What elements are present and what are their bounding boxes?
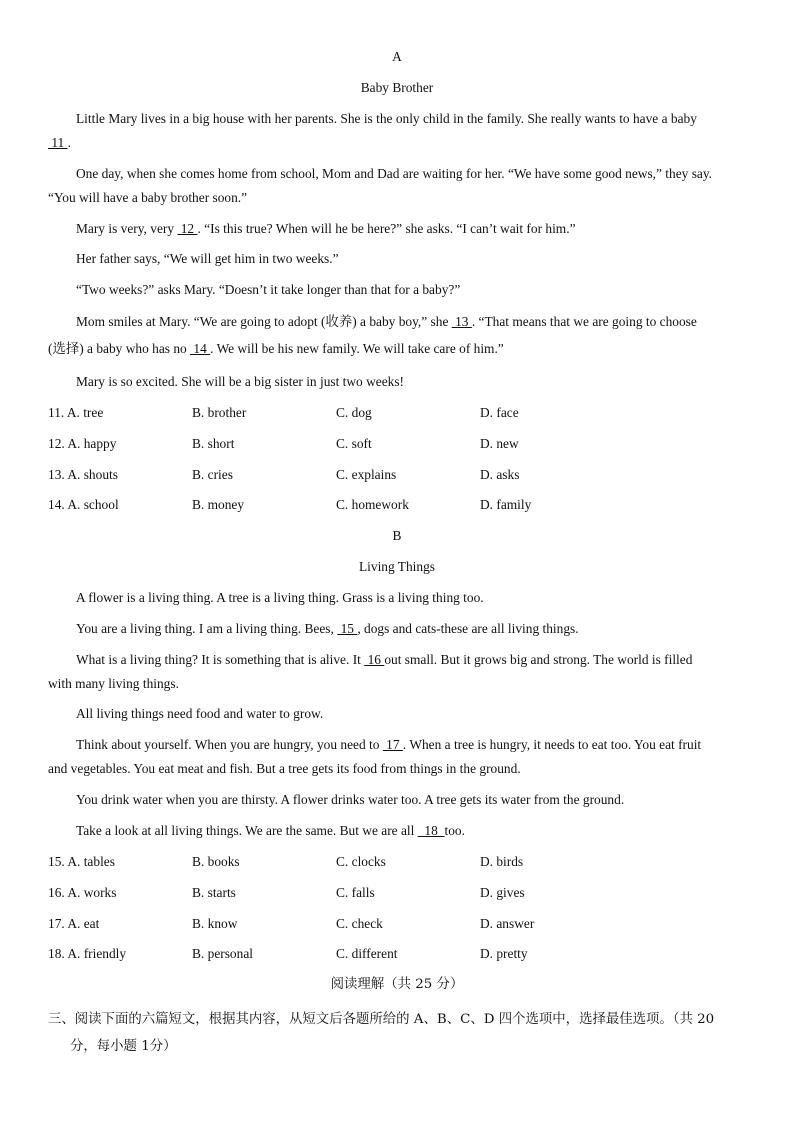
- question-18-option-c[interactable]: C. different: [336, 946, 398, 961]
- question-13-option-d[interactable]: D. asks: [480, 467, 520, 482]
- reading-section-heading: 阅读理解（共 25 分）: [330, 977, 464, 992]
- question-16-option-d[interactable]: D. gives: [480, 885, 525, 900]
- blank-16[interactable]: 16: [364, 652, 385, 667]
- passage-b-line: with many living things.: [48, 676, 179, 691]
- passage-a-line: (选择) a baby who has no 14 . We will be his new family. We will take care of him.”: [48, 341, 504, 356]
- question-18-option-b[interactable]: B. personal: [192, 946, 253, 961]
- question-11-option-b[interactable]: B. brother: [192, 405, 247, 420]
- question-15-option-c[interactable]: C. clocks: [336, 854, 386, 869]
- question-11-option-c[interactable]: C. dog: [336, 405, 372, 420]
- question-14-option-b[interactable]: B. money: [192, 497, 245, 512]
- section-a-title: Baby Brother: [360, 80, 434, 95]
- question-14-option-c[interactable]: C. homework: [336, 497, 409, 512]
- question-17-option-c[interactable]: C. check: [336, 916, 383, 931]
- question-15-option-b[interactable]: B. books: [192, 854, 240, 869]
- blank-13[interactable]: 13: [451, 314, 472, 329]
- blank-14[interactable]: 14: [190, 341, 211, 356]
- question-11-option-d[interactable]: D. face: [480, 405, 519, 420]
- passage-a-line: Little Mary lives in a big house with her parents. She is the only child in the family. She really wants to have a baby: [76, 111, 697, 126]
- section-b-title: Living Things: [358, 559, 435, 574]
- question-13-option-c[interactable]: C. explains: [336, 467, 397, 482]
- section-b-label: B: [392, 528, 402, 543]
- question-17-option-a[interactable]: 17. A. eat: [48, 916, 100, 931]
- blank-15[interactable]: 15: [337, 621, 358, 636]
- blank-12[interactable]: 12: [177, 221, 198, 236]
- reading-instructions: 三、阅读下面的六篇短文，根据其内容，从短文后各题所给的 A、B、C、D 四个选项中，选择最佳选项。（共 20: [48, 1012, 715, 1027]
- question-18-option-a[interactable]: 18. A. friendly: [48, 946, 127, 961]
- question-15-option-d[interactable]: D. birds: [480, 854, 524, 869]
- passage-a-line: One day, when she comes home from school, Mom and Dad are waiting for her. “We have some good news,” they say.: [76, 166, 713, 181]
- passage-a-line: Mary is very, very 12 . “Is this true? When will he be here?” she asks. “I can’t wait for him.”: [76, 221, 576, 236]
- passage-b-line: What is a living thing? It is something that is alive. It 16 out small. But it grows big and strong. The world is filled: [76, 652, 693, 667]
- question-12-option-d[interactable]: D. new: [480, 436, 519, 451]
- passage-b-line: Take a look at all living things. We are the same. But we are all 18 too.: [76, 823, 465, 838]
- question-18-option-d[interactable]: D. pretty: [480, 946, 528, 961]
- passage-b-line: You drink water when you are thirsty. A flower drinks water too. A tree gets its water from the ground.: [76, 792, 625, 807]
- passage-a-line: Her father says, “We will get him in two weeks.”: [76, 251, 339, 266]
- passage-a-line: 11 .: [48, 135, 71, 150]
- section-a-label: A: [392, 49, 402, 64]
- question-17-option-d[interactable]: D. answer: [480, 916, 535, 931]
- blank-17[interactable]: 17: [382, 737, 403, 752]
- question-11-option-a[interactable]: 11. A. tree: [48, 405, 104, 420]
- question-16-option-a[interactable]: 16. A. works: [48, 885, 117, 900]
- question-12-option-b[interactable]: B. short: [192, 436, 235, 451]
- passage-b-line: and vegetables. You eat meat and fish. But a tree gets its food from things in the ground.: [48, 761, 521, 776]
- question-14-option-d[interactable]: D. family: [480, 497, 532, 512]
- question-17-option-b[interactable]: B. know: [192, 916, 238, 931]
- passage-b-line: A flower is a living thing. A tree is a living thing. Grass is a living thing too.: [76, 590, 484, 605]
- passage-a-line: “You will have a baby brother soon.”: [48, 190, 248, 205]
- question-13-option-a[interactable]: 13. A. shouts: [48, 467, 118, 482]
- passage-a-line: Mary is so excited. She will be a big sister in just two weeks!: [76, 374, 405, 389]
- question-14-option-a[interactable]: 14. A. school: [48, 497, 119, 512]
- question-12-option-c[interactable]: C. soft: [336, 436, 372, 451]
- passage-b-line: You are a living thing. I am a living thing. Bees, 15 , dogs and cats-these are all living things.: [76, 621, 579, 636]
- question-12-option-a[interactable]: 12. A. happy: [48, 436, 117, 451]
- passage-a-line: Mom smiles at Mary. “We are going to adopt (收养) a baby boy,” she 13 . “That means that we are going to choose: [76, 314, 697, 329]
- reading-instructions-cont: 分，每小题 1分）: [70, 1039, 177, 1054]
- blank-18[interactable]: 18: [417, 823, 445, 838]
- passage-b-line: Think about yourself. When you are hungry, you need to 17 . When a tree is hungry, it needs to eat too. You eat fruit: [76, 737, 702, 752]
- question-13-option-b[interactable]: B. cries: [192, 467, 233, 482]
- question-16-option-c[interactable]: C. falls: [336, 885, 375, 900]
- question-16-option-b[interactable]: B. starts: [192, 885, 236, 900]
- blank-11[interactable]: 11: [48, 135, 68, 150]
- passage-a-line: “Two weeks?” asks Mary. “Doesn’t it take longer than that for a baby?”: [76, 282, 461, 297]
- passage-b-line: All living things need food and water to grow.: [76, 706, 324, 721]
- question-15-option-a[interactable]: 15. A. tables: [48, 854, 115, 869]
